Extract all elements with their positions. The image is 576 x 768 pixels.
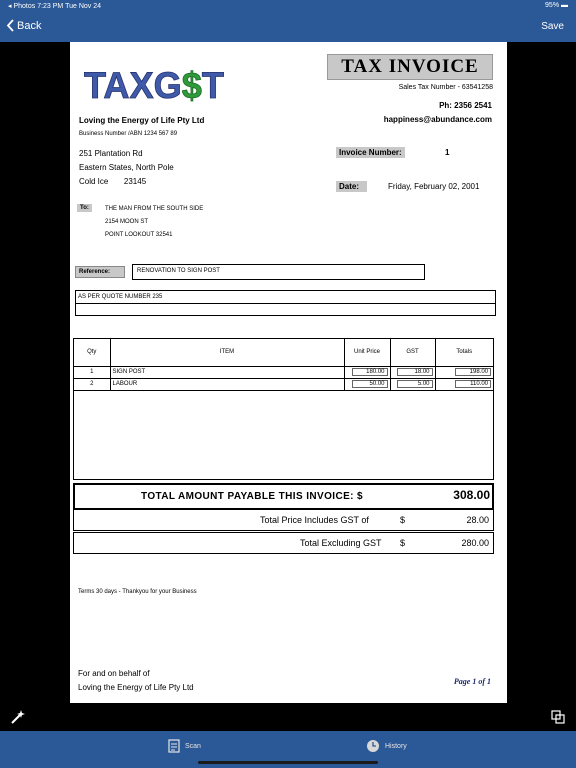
column-header: ITEM: [110, 339, 344, 366]
divider: [76, 303, 495, 304]
address-line: Cold Ice 23145: [79, 177, 147, 186]
invoice-document: [70, 42, 507, 703]
gst-currency: $: [400, 515, 406, 525]
to-label: To:: [77, 204, 92, 212]
quote-note-box: [75, 290, 496, 316]
sales-tax-number: Sales Tax Number - 63541258: [398, 84, 493, 91]
copy-icon[interactable]: [551, 710, 565, 729]
company-name: Loving the Energy of Life Pty Ltd: [79, 116, 205, 125]
date-label: Date:: [336, 181, 367, 192]
excl-label: Total Excluding GST: [300, 538, 382, 548]
quote-note: AS PER QUOTE NUMBER 235: [78, 294, 163, 300]
tab-scan-label: Scan: [185, 742, 201, 750]
excl-currency: $: [400, 538, 406, 548]
total-label: TOTAL AMOUNT PAYABLE THIS INVOICE: $: [141, 491, 364, 502]
cell-unit-price: 50.00: [352, 380, 388, 388]
reference-label: Reference:: [75, 266, 125, 278]
back-button[interactable]: [6, 19, 41, 32]
magic-wand-icon[interactable]: [10, 709, 26, 730]
reference-value: RENOVATION TO SIGN POST: [132, 264, 425, 280]
table-row: [74, 378, 493, 390]
business-number: Business Number /ABN 1234 567 89: [79, 131, 178, 137]
cell-item: SIGN POST: [110, 366, 344, 378]
navigation-bar: [0, 0, 576, 42]
page-number: Page 1 of 1: [453, 677, 491, 686]
cell-gst: 5.00: [397, 380, 433, 388]
cell-item: LABOUR: [110, 378, 344, 390]
column-header: Unit Price: [344, 339, 390, 366]
svg-text:TAXG$T: TAXG$T: [84, 65, 225, 104]
recipient-line: POINT LOOKOUT 32541: [105, 232, 173, 238]
invoice-number: 1: [445, 148, 450, 157]
scan-icon: [168, 739, 180, 753]
recipient-line: THE MAN FROM THE SOUTH SIDE: [105, 206, 204, 212]
cell-gst: 18.00: [397, 368, 433, 376]
cell-qty: 1: [74, 366, 110, 378]
behalf-line: For and on behalf of: [78, 669, 150, 678]
cell-total: 198.00: [455, 368, 491, 376]
status-left: ◂ Photos 7:23 PM Tue Nov 24: [8, 3, 102, 10]
behalf-line: Loving the Energy of Life Pty Ltd: [78, 683, 194, 692]
table-header-row: [74, 339, 493, 366]
total-value: 308.00: [453, 488, 490, 502]
table-row: [74, 366, 493, 378]
save-button[interactable]: Save: [541, 21, 564, 32]
phone-number: Ph: 2356 2541: [439, 101, 492, 110]
excl-value: 280.00: [461, 538, 489, 548]
cell-unit-price: 180.00: [352, 368, 388, 376]
invoice-number-label: Invoice Number:: [336, 147, 405, 158]
gst-label: Total Price Includes GST of: [260, 515, 369, 525]
invoice-date: Friday, February 02, 2001: [388, 182, 480, 191]
gst-included-box: [73, 509, 494, 531]
line-items-table: [73, 338, 494, 480]
payment-terms: Terms 30 days - Thankyou for your Business: [78, 589, 197, 595]
column-header: Qty: [74, 339, 110, 366]
cell-qty: 2: [74, 378, 110, 390]
home-indicator: [198, 761, 378, 764]
tab-scan[interactable]: [168, 739, 201, 753]
clock-icon: [366, 739, 380, 753]
chevron-left-icon: [6, 19, 14, 32]
invoice-title: TAX INVOICE: [327, 54, 493, 80]
recipient-line: 2154 MOON ST: [105, 219, 149, 225]
cell-total: 110.00: [455, 380, 491, 388]
back-label: Back: [17, 19, 42, 32]
gst-value: 28.00: [466, 515, 489, 525]
column-header: Totals: [435, 339, 493, 366]
address-line: 251 Plantation Rd: [79, 149, 143, 158]
address-line: Eastern States, North Pole: [79, 163, 174, 172]
email-address: happiness@abundance.com: [383, 115, 492, 124]
tab-history[interactable]: [366, 739, 407, 753]
status-right: 95% ▬: [545, 2, 568, 9]
table-empty-space: [74, 390, 493, 476]
company-logo: [82, 62, 226, 104]
total-excluding-box: [73, 532, 494, 554]
status-bar: [0, 0, 576, 12]
tab-history-label: History: [385, 742, 407, 750]
total-payable-box: [73, 483, 494, 510]
column-header: GST: [390, 339, 435, 366]
